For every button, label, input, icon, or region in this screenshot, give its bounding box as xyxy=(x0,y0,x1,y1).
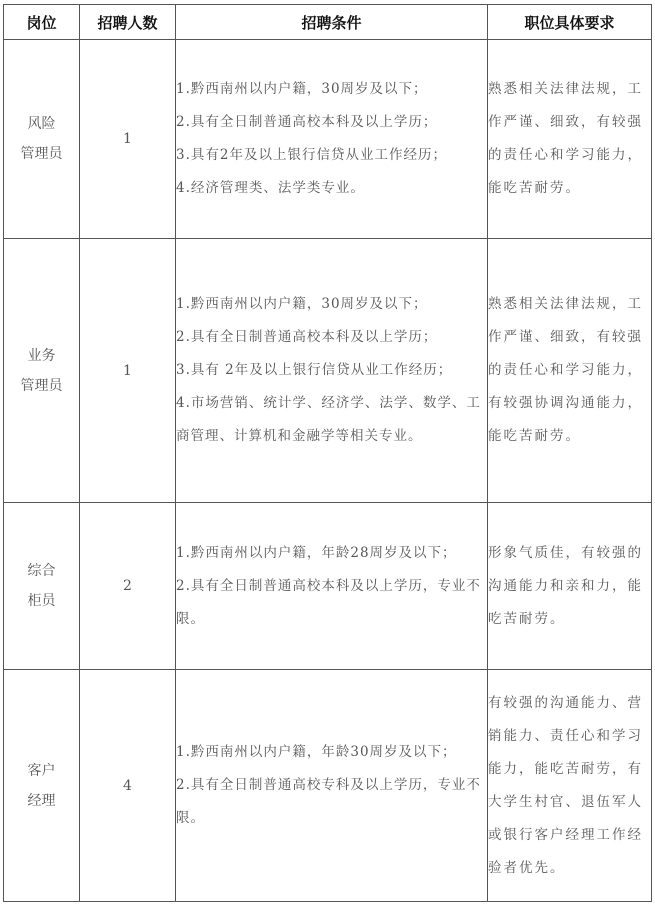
position-cell xyxy=(4,670,80,902)
position-line: 柜员 xyxy=(27,593,56,609)
table-header-row xyxy=(4,5,652,40)
table-row xyxy=(4,670,652,902)
condition-item: 2.具有全日制普通高校本科及以上学历； xyxy=(176,114,438,130)
position-line: 管理员 xyxy=(20,146,63,162)
condition-item: 2.具有全日制普通高校本科及以上学历； xyxy=(176,329,438,345)
position-line: 业务 xyxy=(27,347,56,364)
conditions-cell xyxy=(176,239,488,503)
conditions-cell xyxy=(176,503,488,670)
requirements-cell: 熟悉相关法律法规，工作严谨、细致，有较强的责任心和学习能力，有较强协调沟通能力，能吃苦耐劳。 xyxy=(488,239,652,503)
header-conditions: 招聘条件 xyxy=(176,5,488,40)
table-row xyxy=(4,503,652,670)
header-position: 岗位 xyxy=(4,5,80,40)
count-cell: 2 xyxy=(80,503,176,670)
position-line: 管理员 xyxy=(20,377,63,394)
requirements-cell: 有较强的沟通能力、营销能力、责任心和学习能力，能吃苦耐劳，有大学生村官、退伍军人或银行客户经理工作经验者优先。 xyxy=(488,670,652,902)
requirements-cell: 熟悉相关法律法规，工作严谨、细致，有较强的责任心和学习能力，能吃苦耐劳。 xyxy=(488,40,652,239)
requirements-cell: 形象气质佳，有较强的沟通能力和亲和力，能吃苦耐劳。 xyxy=(488,503,652,670)
position-line: 经理 xyxy=(27,792,56,809)
header-count: 招聘人数 xyxy=(80,5,176,40)
condition-item: 3.具有 2年及以上银行信贷从业工作经历； xyxy=(176,362,453,378)
condition-item: 1.黔西南州以内户籍，30周岁及以下； xyxy=(176,296,428,312)
table-row xyxy=(4,40,652,239)
count-cell: 4 xyxy=(80,670,176,902)
recruitment-table xyxy=(3,4,652,902)
position-line: 综合 xyxy=(27,563,56,579)
position-line: 客户 xyxy=(27,762,56,779)
condition-item: 2.具有全日制普通高校专科及以上学历，专业不限。 xyxy=(176,777,481,826)
condition-item: 3.具有2年及以上银行信贷从业工作经历； xyxy=(176,147,447,163)
position-cell xyxy=(4,40,80,239)
position-line: 风险 xyxy=(27,116,56,132)
count-cell: 1 xyxy=(80,40,176,239)
conditions-cell xyxy=(176,670,488,902)
position-cell xyxy=(4,239,80,503)
count-cell: 1 xyxy=(80,239,176,503)
table-row xyxy=(4,239,652,503)
condition-item: 1.黔西南州以内户籍，30周岁及以下； xyxy=(176,81,428,97)
condition-item: 4.市场营销、统计学、经济学、法学、数学、工商管理、计算机和金融学等相关专业。 xyxy=(176,395,481,444)
position-cell xyxy=(4,503,80,670)
condition-item: 1.黔西南州以内户籍，年龄30周岁及以下； xyxy=(176,744,457,760)
conditions-cell xyxy=(176,40,488,239)
condition-item: 4.经济管理类、法学类专业。 xyxy=(176,180,365,196)
condition-item: 1.黔西南州以内户籍，年龄28周岁及以下； xyxy=(176,544,457,561)
header-requirements: 职位具体要求 xyxy=(488,5,652,40)
condition-item: 2.具有全日制普通高校本科及以上学历，专业不限。 xyxy=(176,577,481,627)
